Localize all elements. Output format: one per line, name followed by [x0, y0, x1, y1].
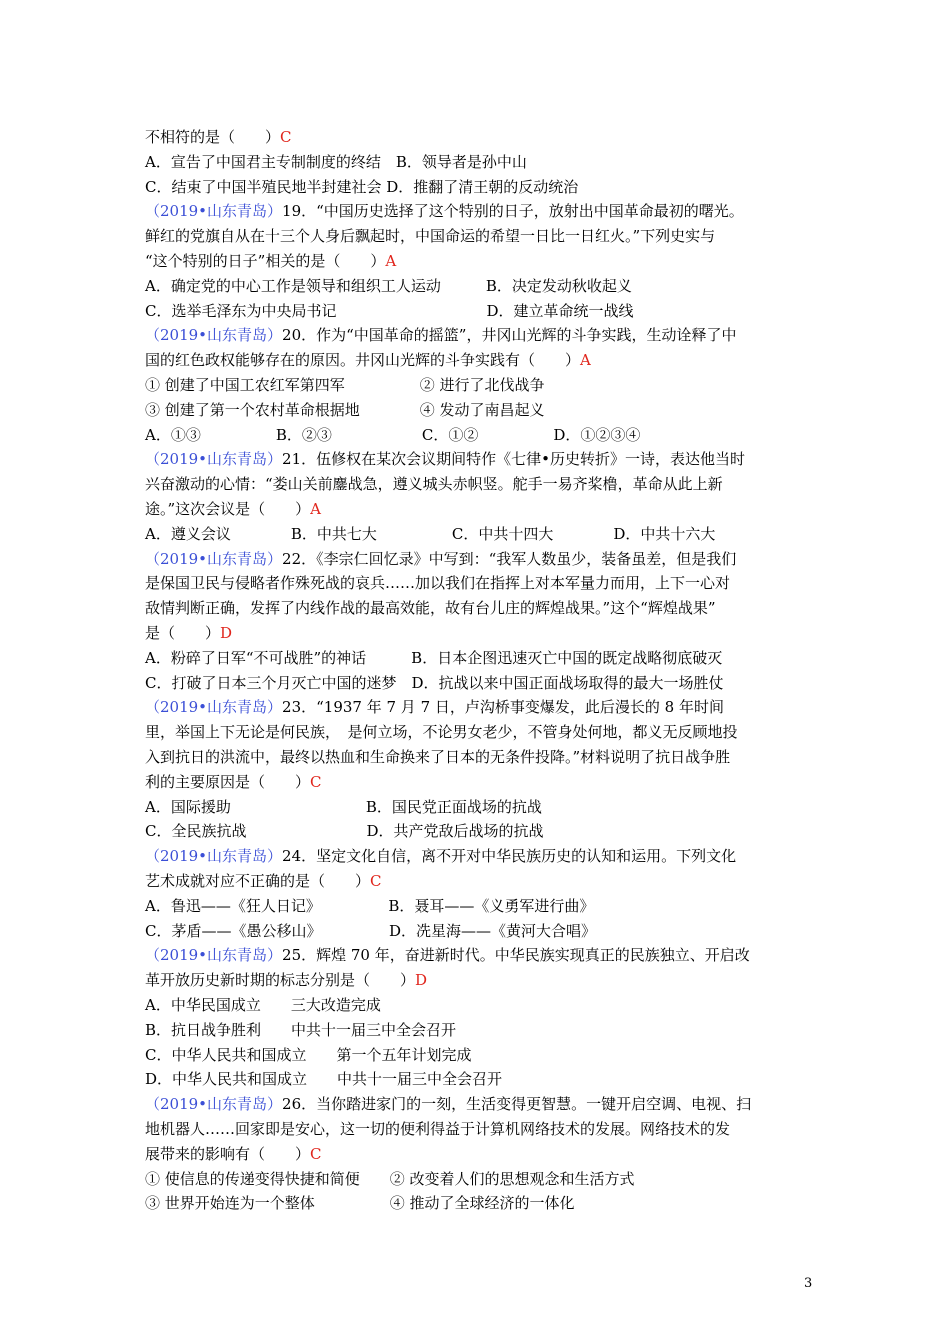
text-line — [145, 1069, 502, 1093]
line-text: 地机器人……回家即是安心，这一切的便利得益于计算机网络技术的发展。网络技术的发 — [145, 1120, 731, 1138]
line-text: 是保国卫民与侵略者作殊死战的哀兵……加以我们在指挥上对本军量力而用，上下一心对 — [145, 574, 731, 593]
line-text: 艺术成就对应不正确的是（ ） — [145, 872, 371, 890]
text-line — [145, 449, 745, 473]
question-source: （2019•山东青岛） — [145, 549, 283, 568]
text-line — [145, 995, 381, 1019]
line-text: 鲜红的党旗自从在十三个人身后飘起时，中国命运的希望一日比一日红火。”下列史实与 — [145, 227, 716, 246]
line-text: C．选举毛泽东为中央局书记 D．建立革命统一战线 — [145, 301, 634, 320]
text-line — [145, 177, 578, 201]
line-text: A．遵义会议 B．中共七大 C．中共十四大 D．中共十六大 — [145, 524, 716, 543]
line-text: ① 创建了中国工农红军第四军 ② 进行了北伐战争 — [145, 376, 545, 394]
text-line — [145, 598, 716, 622]
text-line — [145, 251, 396, 275]
line-text: 22．《李宗仁回忆录》中写到：“我军人数虽少，装备虽差，但是我们 — [282, 549, 737, 568]
line-text: ① 使信息的传递变得快捷和简便 ② 改变着人们的思想观念和生活方式 — [145, 1169, 635, 1188]
text-line — [145, 896, 594, 920]
line-text: ③ 创建了第一个农村革命根据地 ④ 发动了南昌起义 — [145, 400, 545, 419]
answer-key: C — [280, 128, 292, 146]
text-line — [145, 226, 715, 250]
line-text: 利的主要原因是（ ） — [145, 772, 311, 791]
answer-key: A — [310, 500, 322, 518]
text-line — [145, 524, 715, 548]
text-line — [145, 623, 232, 647]
text-line — [145, 276, 632, 300]
line-text: 里，举国上下无论是何民族， 是何立场，不论男女老少，不管身处何地，都义无反顾地投 — [145, 723, 738, 742]
text-line — [145, 400, 545, 424]
answer-key: C — [310, 772, 322, 791]
line-text: A．确定党的中心工作是领导和组织工人运动 B．决定发动秋收起义 — [145, 276, 632, 295]
line-text: C．打破了日本三个月灭亡中国的迷梦 D．抗战以来中国正面战场取得的最大一场胜仗 — [145, 673, 724, 692]
text-line — [145, 474, 723, 498]
text-line — [145, 573, 730, 597]
answer-key: A — [580, 351, 591, 370]
answer-key: A — [385, 252, 397, 270]
text-line — [145, 201, 744, 225]
answer-key: C — [370, 872, 382, 890]
text-line — [145, 821, 544, 845]
line-text: A．粉碎了日军“不可战胜”的神话 B．日本企图迅速灭亡中国的既定战略彻底破灭 — [145, 648, 723, 667]
line-text: 国的红色政权能够存在的原因。井冈山光辉的斗争实践有（ ） — [145, 351, 581, 370]
line-text: D．中华人民共和国成立 中共十一届三中全会召开 — [145, 1070, 503, 1089]
line-text: A．中华民国成立 三大改造完成 — [145, 996, 381, 1014]
line-text: A．国际援助 B．国民党正面战场的抗战 — [145, 797, 542, 816]
line-text: A．宣告了中国君主专制制度的终结 B．领导者是孙中山 — [145, 152, 527, 171]
text-line — [145, 1144, 322, 1168]
line-text: 23．“1937 年 7 月 7 日，卢沟桥事变爆发，此后漫长的 8 年时间 — [282, 698, 724, 717]
line-text: A．①③ B．②③ C．①② D．①②③④ — [145, 425, 641, 444]
text-line — [145, 921, 596, 945]
question-source: （2019•山东青岛） — [145, 946, 283, 965]
line-text: 25．辉煌 70 年，奋进新时代。中华民族实现真正的民族独立、开启改 — [282, 946, 750, 965]
text-line — [145, 970, 427, 994]
text-line — [145, 846, 736, 870]
text-line — [145, 1169, 635, 1193]
question-source: （2019•山东青岛） — [145, 1095, 283, 1114]
text-line — [145, 697, 724, 721]
question-source: （2019•山东青岛） — [145, 450, 283, 469]
text-line — [145, 722, 738, 746]
question-source: （2019•山东青岛） — [145, 326, 283, 345]
line-text: 19．“中国历史选择了这个特别的日子，放射出中国革命最初的曙光。 — [282, 202, 744, 221]
text-line — [145, 772, 322, 796]
text-line — [145, 1020, 456, 1044]
line-text: 24．坚定文化自信，离不开对中华民族历史的认知和运用。下列文化 — [282, 847, 737, 866]
line-text: ③ 世界开始连为一个整体 ④ 推动了全球经济的一体化 — [145, 1194, 575, 1213]
line-text: B．抗日战争胜利 中共十一届三中全会召开 — [145, 1020, 457, 1039]
text-line — [145, 301, 634, 325]
text-line — [145, 945, 750, 969]
text-line — [145, 425, 640, 449]
line-text: 敌情判断正确，发挥了内线作战的最高效能，故有台儿庄的辉煌战果。”这个“辉煌战果” — [145, 599, 716, 618]
line-text: 革开放历史新时期的标志分别是（ ） — [145, 971, 416, 990]
text-line — [145, 350, 591, 374]
answer-key: D — [415, 971, 428, 990]
line-text: 是（ ） — [145, 624, 221, 642]
text-line — [145, 648, 722, 672]
text-line — [145, 871, 382, 895]
line-text: C．全民族抗战 D．共产党敌后战场的抗战 — [145, 822, 544, 841]
text-line — [145, 1094, 751, 1118]
page-number: 3 — [804, 1276, 813, 1291]
text-line — [145, 375, 545, 399]
text-line — [145, 747, 730, 771]
answer-key: C — [310, 1144, 322, 1163]
text-line — [145, 152, 527, 176]
question-source: （2019•山东青岛） — [145, 847, 283, 866]
line-text: 兴奋激动的心情：“娄山关前鏖战急，遵义城头赤帜竖。舵手一易齐桨橹，革命从此上新 — [145, 475, 723, 494]
text-line — [145, 1045, 471, 1069]
text-line — [145, 499, 321, 523]
question-source: （2019•山东青岛） — [145, 202, 283, 221]
text-line — [145, 127, 292, 151]
text-line — [145, 1193, 575, 1217]
line-text: 不相符的是（ ） — [145, 128, 281, 146]
line-text: A．鲁迅——《狂人日记》 B．聂耳——《义勇军进行曲》 — [145, 896, 595, 915]
question-source: （2019•山东青岛） — [145, 698, 283, 717]
text-line — [145, 797, 542, 821]
line-text: C．中华人民共和国成立 第一个五年计划完成 — [145, 1045, 472, 1064]
line-text: 21．伍修权在某次会议期间特作《七律•历史转折》一诗，表达他当时 — [282, 450, 745, 469]
line-text: 途。”这次会议是（ ） — [145, 500, 311, 518]
line-text: 入到抗日的洪流中，最终以热血和生命换来了日本的无条件投降。”材料说明了抗日战争胜 — [145, 748, 731, 766]
line-text: “这个特别的日子”相关的是（ ） — [145, 252, 386, 270]
text-line — [145, 325, 736, 349]
line-text: 26．当你踏进家门的一刻，生活变得更智慧。一键开启空调、电视、扫 — [282, 1095, 752, 1114]
line-text: C．茅盾——《愚公移山》 D．冼星海——《黄河大合唱》 — [145, 921, 597, 940]
text-line — [145, 673, 724, 697]
line-text: 20．作为“中国革命的摇篮”，井冈山光辉的斗争实践，生动诠释了中 — [282, 326, 737, 345]
line-text: 展带来的影响有（ ） — [145, 1144, 311, 1163]
text-line — [145, 549, 736, 573]
line-text: C．结束了中国半殖民地半封建社会 D．推翻了清王朝的反动统治 — [145, 177, 579, 196]
answer-key: D — [220, 624, 233, 642]
text-line — [145, 1119, 730, 1143]
